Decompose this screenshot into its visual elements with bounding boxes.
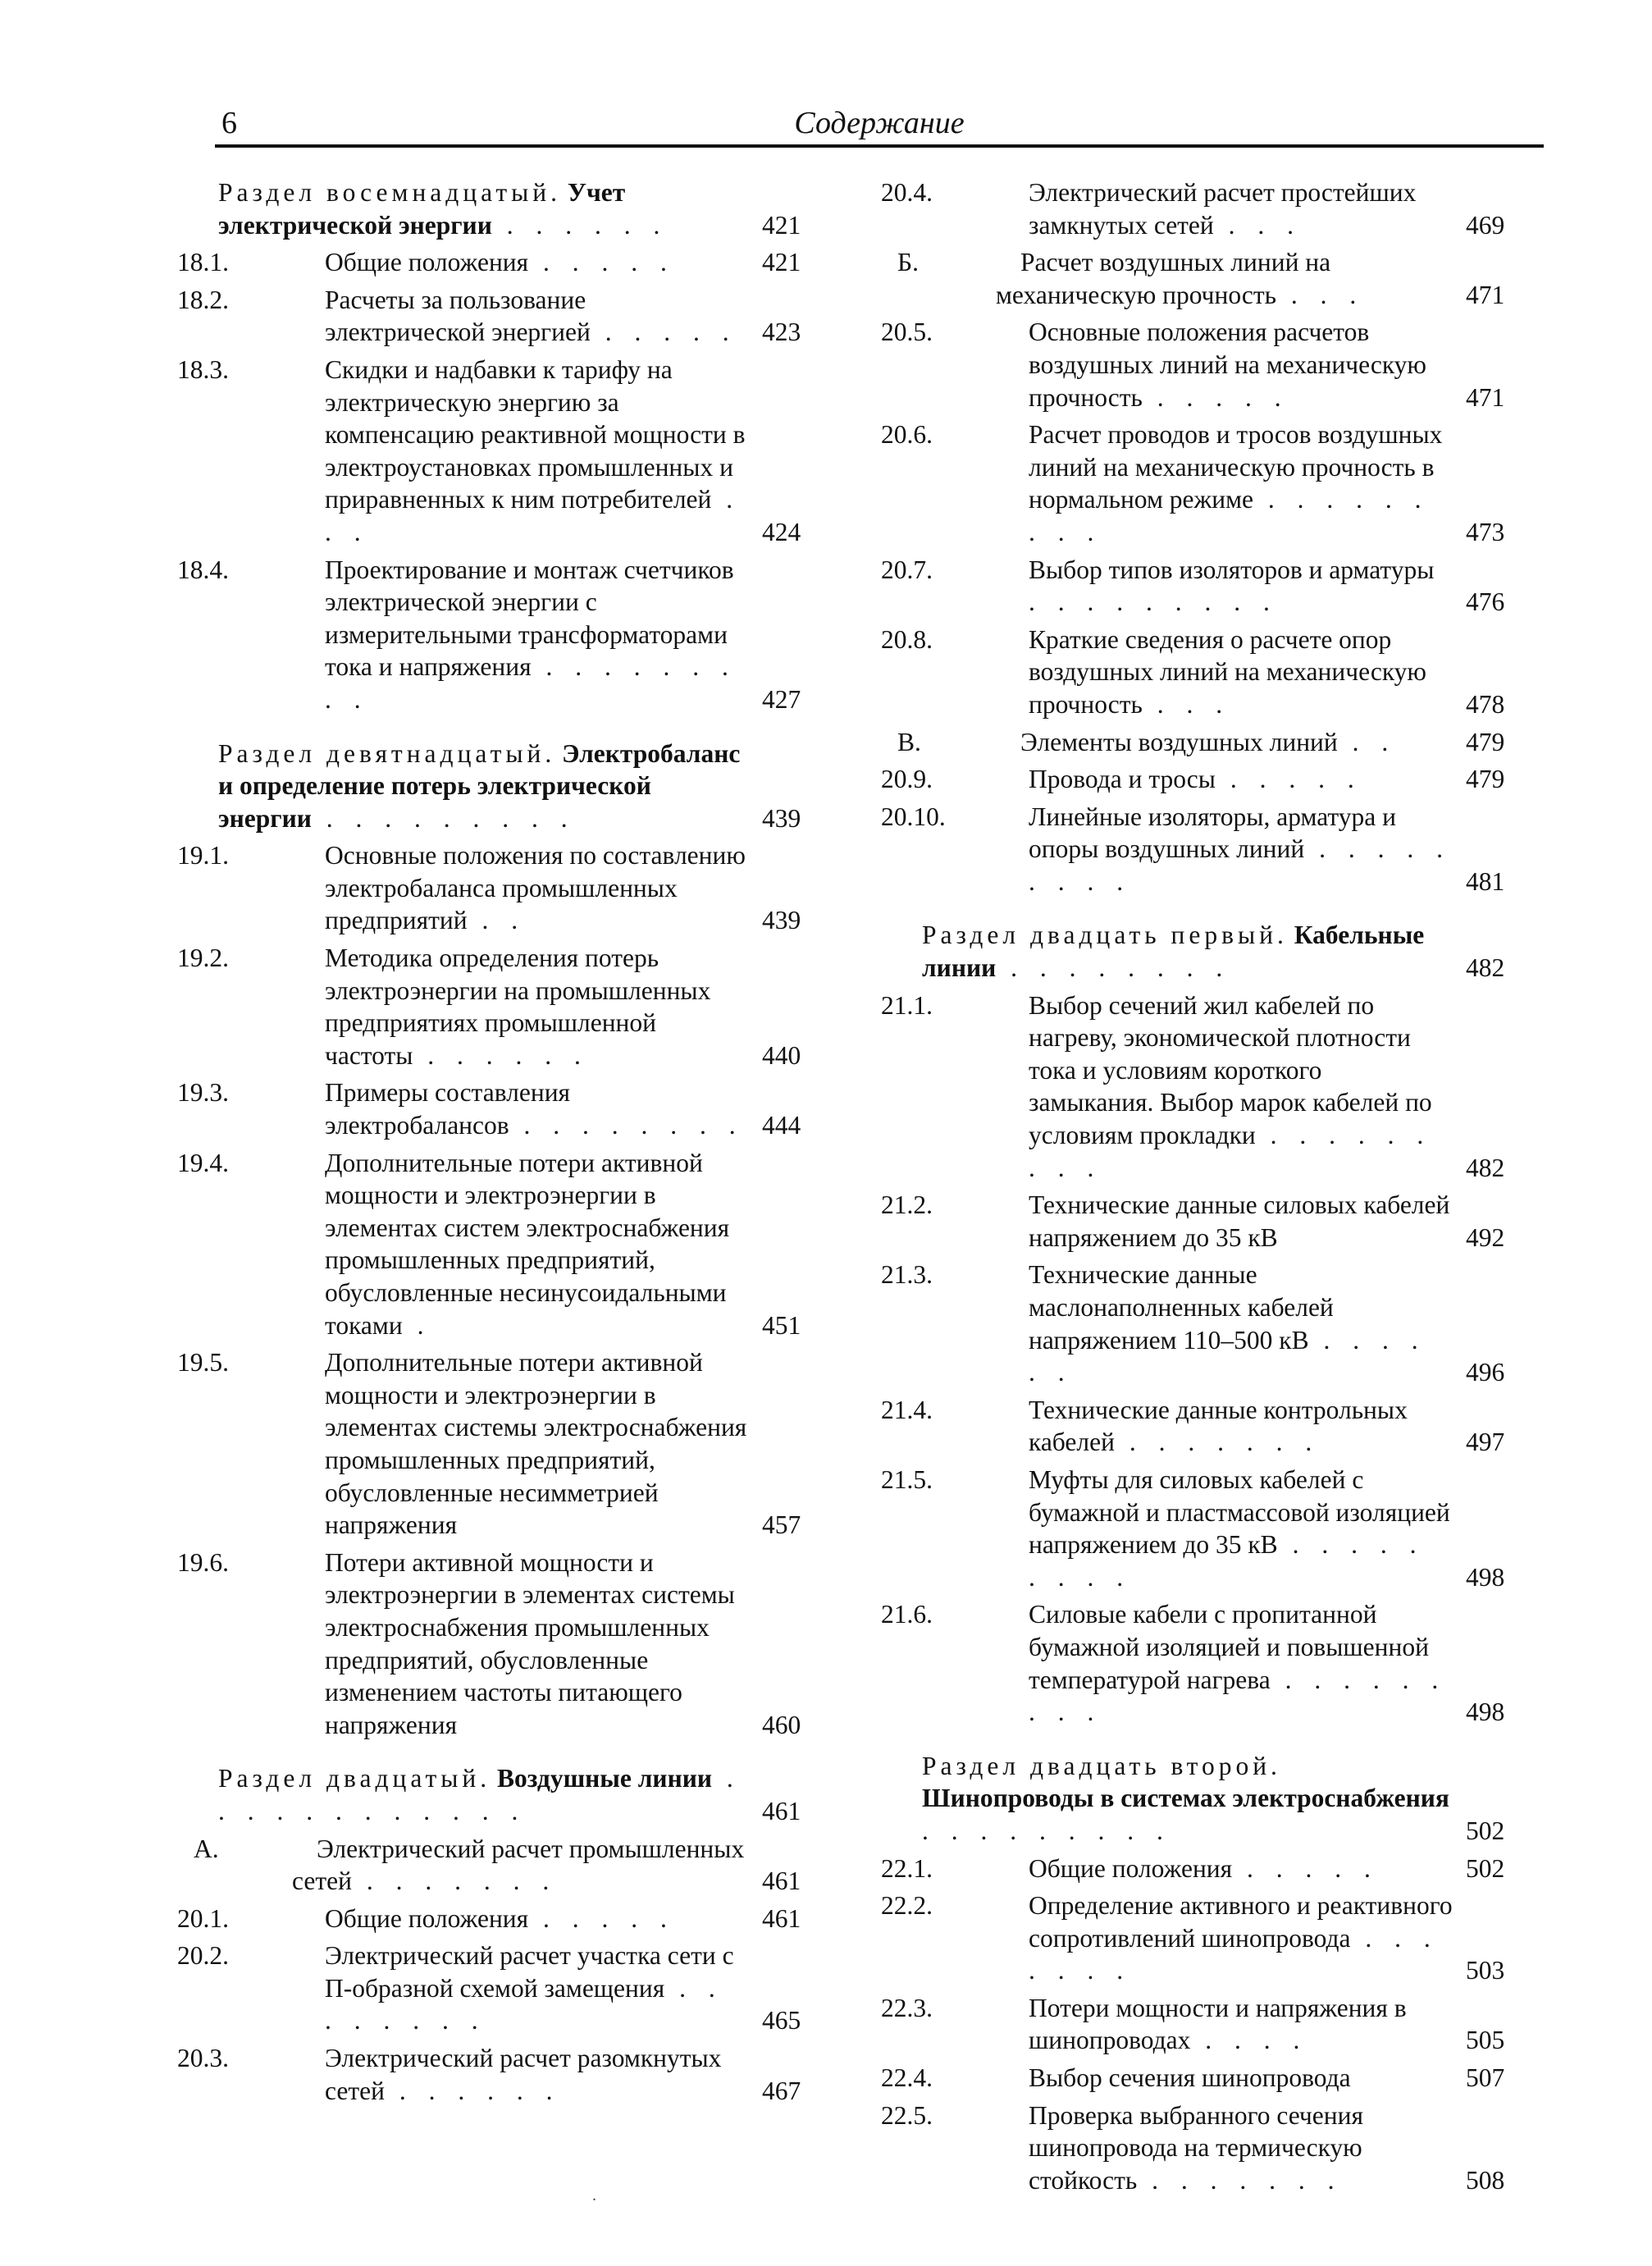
section-lead: Раздел двадцать второй. [922,1751,1281,1780]
toc-entry [881,801,1543,898]
leader-dots: . . . [1276,280,1365,309]
toc-entry [881,2099,1543,2197]
entry-title: Технические данные маслонаполненных кабелей напряжением 110–500 кВ [1029,1260,1334,1355]
page-ref: 469 [1466,210,1505,240]
entry-number: 20.3. [177,2044,229,2073]
leader-dots: . . . . . . . . . [311,803,576,833]
entry-text-block [881,418,1453,548]
toc-entry [177,554,839,716]
entry-number: 19.1. [177,841,229,870]
entry-text-block [881,1394,1453,1459]
entry-title: Провода и тросы [1029,765,1216,794]
leader-dots: . . [1337,727,1397,756]
page-ref: 427 [762,684,801,714]
toc-entry [881,2062,1543,2095]
entry-number: 22.4. [881,2063,933,2093]
page-header [215,98,1544,148]
leader-dots: . . . . . . [413,1040,589,1070]
leader-dots: . . . . . [528,1903,675,1933]
entry-number: 18.3. [177,354,229,384]
toc-subsection-entry [194,1833,839,1898]
toc-section-entry [218,1762,839,1827]
section-title: Кабельные линии [922,921,1425,983]
page-ref: 471 [1466,382,1505,412]
entry-title: Потери мощности и напряжения в шинопроводах [1029,1993,1407,2055]
entry-title: Выбор сечений жил кабелей по нагреву, экономической плотности тока и условиям короткого замыкания. Выбор марок кабелей по условиям прокладки [1029,990,1432,1150]
leader-dots: . . . . . [590,318,737,347]
entry-title: Электрический расчет разомкнутых сетей [325,2044,722,2105]
leader-dots: . . . . . . . . . [1029,1121,1432,1182]
leader-dots: . . . . . . [384,2076,561,2105]
entry-number: 19.4. [177,1148,229,1177]
page-ref: 440 [762,1040,801,1070]
entry-number: 21.5. [881,1464,933,1494]
entry-number: 22.1. [881,1853,933,1883]
entry-number: В. [897,727,921,756]
toc-entry [881,763,1543,796]
section-title: Шинопроводы в системах электроснабжения [922,1784,1449,1813]
page-ref: 444 [762,1111,801,1140]
leader-dots: . . . . . . . . [325,1973,723,2035]
page-number: 6 [221,106,237,140]
leader-dots: . . . . . [1215,765,1362,794]
toc-entry [177,942,839,1071]
toc-entry [881,418,1543,548]
leader-dots: . . . . . . . . . . . . [218,1764,742,1825]
leader-dots: . . . [1142,689,1231,719]
entry-text-block [177,1147,749,1342]
toc-entry [177,2042,839,2107]
entry-title: Общие положения [325,248,529,277]
page-ref: 498 [1466,1562,1505,1592]
leader-dots: . . . . . . . . [509,1111,744,1140]
entry-number: 22.3. [881,1993,933,2022]
entry-text-block [177,246,749,279]
toc-entry [177,1546,839,1742]
toc-section-entry [922,1750,1543,1848]
toc-entry [881,1464,1543,1593]
toc-entry [881,624,1543,721]
entry-text-block [881,1889,1453,1987]
entry-text-block [177,1939,749,2037]
toc-entry [177,354,839,549]
section-heading [922,1750,1453,1848]
section-title: Электробаланс и определение потерь электрической энергии [218,738,741,833]
entry-text-block [881,1992,1453,2057]
section-heading [218,1762,749,1827]
entry-title: Методика определения потерь электроэнергии на промышленных предприятиях промышленной частоты [325,943,711,1070]
leader-dots: . . . . . . [1029,1325,1426,1387]
toc-entry [177,1076,839,1141]
entry-title: Основные положения расчетов воздушных линий на механическую прочность [1029,318,1426,412]
leader-dots: . . . . . . . . . [1029,485,1430,546]
toc-entry [177,246,839,279]
toc-entry [881,989,1543,1185]
page-ref: 421 [762,248,801,277]
leader-dots: . . . [325,485,742,546]
entry-text-block [881,989,1453,1185]
toc-section-entry [218,738,839,835]
leader-dots: . [402,1310,432,1340]
entry-text-block [177,1346,749,1542]
toc-section-entry [218,176,839,241]
entry-title: Краткие сведения о расчете опор воздушных линий на механическую прочность [1029,624,1426,719]
entry-text-block [881,176,1453,241]
section-heading [218,176,749,241]
entry-number: 18.1. [177,248,229,277]
page-ref: 423 [762,318,801,347]
leader-dots: . . [467,906,527,935]
leader-dots: . . . . . . . . [996,953,1231,983]
entry-text-block [177,354,749,549]
entry-title: Скидки и надбавки к тарифу на электрическую энергию за компенсацию реактивной мощности в электроустановках промышленных и приравненных к ним потребителей [325,354,746,514]
page-ref: 457 [762,1510,801,1540]
toc-entry [881,554,1543,619]
entry-text-block [177,1903,749,1935]
section-title: Воздушные линии [497,1764,713,1793]
entry-title: Примеры составления электробалансов [325,1078,571,1140]
entry-text-block [177,284,749,349]
running-title: Содержание [794,106,965,140]
leader-dots: . . . . . . . . . [922,1816,1171,1845]
page-ref: 460 [762,1710,801,1739]
toc-entry [177,1939,839,2037]
page-ref: 497 [1466,1428,1505,1457]
toc-entry [881,1992,1543,2057]
leader-dots: . . . . . . . . . [1029,1530,1425,1592]
page-ref: 451 [762,1310,801,1340]
entry-text-block [897,726,1453,759]
toc-entry [881,316,1543,413]
toc-entry [177,1147,839,1342]
entry-title: Основные положения по составлению электробаланса промышленных предприятий [325,841,746,935]
entry-title: Электрический расчет промышленных сетей [292,1834,745,1896]
entry-number: 21.6. [881,1600,933,1629]
entry-number: 19.6. [177,1547,229,1577]
leader-dots: . . . [1213,210,1303,240]
page-ref: 473 [1466,517,1505,546]
leader-dots: . . . . . . . [351,1866,558,1896]
entry-number: А. [194,1834,219,1863]
leader-dots: . . . . . . . [1114,1428,1321,1457]
page-ref: 461 [762,1796,801,1825]
page-ref: 482 [1466,1153,1505,1182]
entry-title: Технические данные контрольных кабелей [1029,1395,1408,1457]
entry-text-block [881,1598,1453,1728]
section-title: Учет электрической энергии [218,178,626,240]
section-lead: Раздел двадцатый. [218,1764,491,1793]
page-ref: 492 [1466,1222,1505,1252]
entry-text-block [881,2099,1453,2197]
page-ref: 496 [1466,1358,1505,1387]
entry-title: Расчет проводов и тросов воздушных линий на механическую прочность в нормальном режиме [1029,420,1443,514]
page-ref: 498 [1466,1697,1505,1727]
entry-text-block [177,1546,749,1742]
toc-entry [881,1189,1543,1254]
entry-text-block [177,554,749,716]
toc-entry [177,284,839,349]
footer-mark: . [592,2186,596,2204]
leader-dots: . . . . . [528,248,675,277]
entry-title: Дополнительные потери активной мощности и электроэнергии в элементах систем электроснабжения промышленных предприятий, обусловленные несинусоидальными токами [325,1148,730,1340]
entry-number: 20.9. [881,765,933,794]
entry-number: 19.5. [177,1348,229,1377]
entry-text-block [897,246,1453,311]
entry-title: Дополнительные потери активной мощности и электроэнергии в элементах системы электроснабжения промышленных предприятий, обусловленные несимметрией напряжения [325,1348,747,1540]
entry-number: 18.2. [177,285,229,314]
toc-entry [881,1889,1543,1987]
page-ref: 439 [762,906,801,935]
entry-title: Линейные изоляторы, арматура и опоры воздушных линий [1029,802,1396,864]
toc-section-entry [922,919,1543,984]
entry-title: Выбор типов изоляторов и арматуры [1029,555,1435,584]
entry-title: Определение активного и реактивного сопротивлений шинопровода [1029,1891,1453,1953]
leader-dots: . . . . . . . [1029,1923,1439,1985]
entry-number: 20.4. [881,178,933,207]
entry-number: Б. [897,248,919,277]
page-ref: 507 [1466,2063,1505,2093]
entry-title: Проверка выбранного сечения шинопровода на термическую стойкость [1029,2100,1363,2195]
entry-number: 20.1. [177,1903,229,1933]
entry-title: Выбор сечения шинопровода [1029,2063,1351,2093]
page-ref: 461 [762,1903,801,1933]
toc-entry [881,1598,1543,1728]
entry-title: Муфты для силовых кабелей с бумажной и пластмассовой изоляцией напряжением до 35 кВ [1029,1464,1450,1560]
toc-entry [177,839,839,937]
leader-dots: . . . . . . . . . [1029,834,1452,896]
page-ref: 502 [1466,1853,1505,1883]
entry-number: 19.2. [177,943,229,973]
entry-number: 20.8. [881,624,933,654]
entry-number: 22.2. [881,1891,933,1921]
entry-title: Электрический расчет простейших замкнутых сетей [1029,178,1417,240]
leader-dots: . . . . . [1232,1853,1379,1883]
section-heading [922,919,1453,984]
toc-entry [881,1394,1543,1459]
toc-right-column [881,176,1543,2201]
entry-title: Общие положения [1029,1853,1233,1883]
entry-text-block [177,2042,749,2107]
entry-title: Общие положения [325,1903,529,1933]
entry-text-block [177,839,749,937]
page-ref: 503 [1466,1956,1505,1985]
entry-text-block [881,554,1453,619]
entry-number: 21.4. [881,1395,933,1424]
page-ref: 471 [1466,280,1505,309]
toc-entry [881,1259,1543,1388]
entry-number: 18.4. [177,555,229,584]
entry-title: Технические данные силовых кабелей напряжением до 35 кВ [1029,1190,1450,1252]
page-ref: 461 [762,1866,801,1896]
entry-text-block [881,801,1453,898]
entry-text-block [881,1464,1453,1593]
page-ref: 508 [1466,2165,1505,2195]
entry-text-block [881,1853,1453,1885]
page-ref: 502 [1466,1816,1505,1845]
entry-text-block [177,942,749,1071]
page-ref: 478 [1466,689,1505,719]
toc-subsection-entry [897,726,1543,759]
entry-text-block [881,624,1453,721]
entry-text-block [881,2062,1453,2095]
page-ref: 465 [762,2006,801,2035]
leader-dots: . . . . . . [491,210,669,240]
toc-entry [177,1346,839,1542]
leader-dots: . . . . . . . . . [1029,587,1278,617]
toc-subsection-entry [897,246,1543,311]
entry-number: 20.10. [881,802,946,831]
entry-number: 21.1. [881,990,933,1020]
entry-number: 20.5. [881,318,933,347]
entry-text-block [881,1259,1453,1388]
page-ref: 505 [1466,2026,1505,2055]
entry-number: 21.2. [881,1190,933,1220]
section-lead: Раздел девятнадцатый. [218,738,556,768]
entry-title: Потери активной мощности и электроэнергии в элементах системы электроснабжения промышленных предприятий, обусловленные изменением частоты питающего напряжения [325,1547,735,1739]
page-ref: 476 [1466,587,1505,617]
section-lead: Раздел двадцать первый. [922,921,1288,950]
entry-text-block [881,763,1453,796]
leader-dots: . . . . . . . . . [325,652,737,714]
leader-dots: . . . . . . . [1137,2165,1343,2195]
entry-title: Расчет воздушных линий на механическую прочность [996,248,1331,309]
toc-left-column [177,176,839,2112]
entry-number: 21.3. [881,1260,933,1290]
page-ref: 481 [1466,866,1505,896]
entry-title: Элементы воздушных линий [1020,727,1338,756]
entry-number: 19.3. [177,1078,229,1108]
page-ref: 479 [1466,765,1505,794]
toc-entry [881,1853,1543,1885]
entry-title: Электрический расчет участка сети с П-образной схемой замещения [325,1941,734,2003]
entry-number: 22.5. [881,2100,933,2130]
page-ref: 424 [762,517,801,546]
page-ref: 479 [1466,727,1505,756]
entry-number: 20.6. [881,420,933,450]
section-heading [218,738,749,835]
page-ref: 421 [762,210,801,240]
entry-text-block [194,1833,749,1898]
entry-title: Проектирование и монтаж счетчиков электрической энергии с измерительными трансформаторами тока и напряжения [325,555,734,682]
entry-title: Силовые кабели с пропитанной бумажной изоляцией и повышенной температурой нагрева [1029,1600,1429,1694]
leader-dots: . . . . . . . . . [1029,1665,1447,1727]
entry-title: Расчеты за пользование электрической энергией [325,285,591,347]
entry-text-block [177,1076,749,1141]
page-ref: 467 [762,2076,801,2105]
section-lead: Раздел восемнадцатый. [218,178,562,207]
entry-text-block [881,316,1453,413]
entry-number: 20.7. [881,555,933,584]
toc-entry [177,1903,839,1935]
entry-text-block [881,1189,1453,1254]
leader-dots: . . . . . [1142,382,1289,412]
page-ref: 482 [1466,953,1505,983]
leader-dots: . . . . [1190,2026,1308,2055]
entry-number: 20.2. [177,1941,229,1971]
toc-entry [881,176,1543,241]
page-ref: 439 [762,803,801,833]
